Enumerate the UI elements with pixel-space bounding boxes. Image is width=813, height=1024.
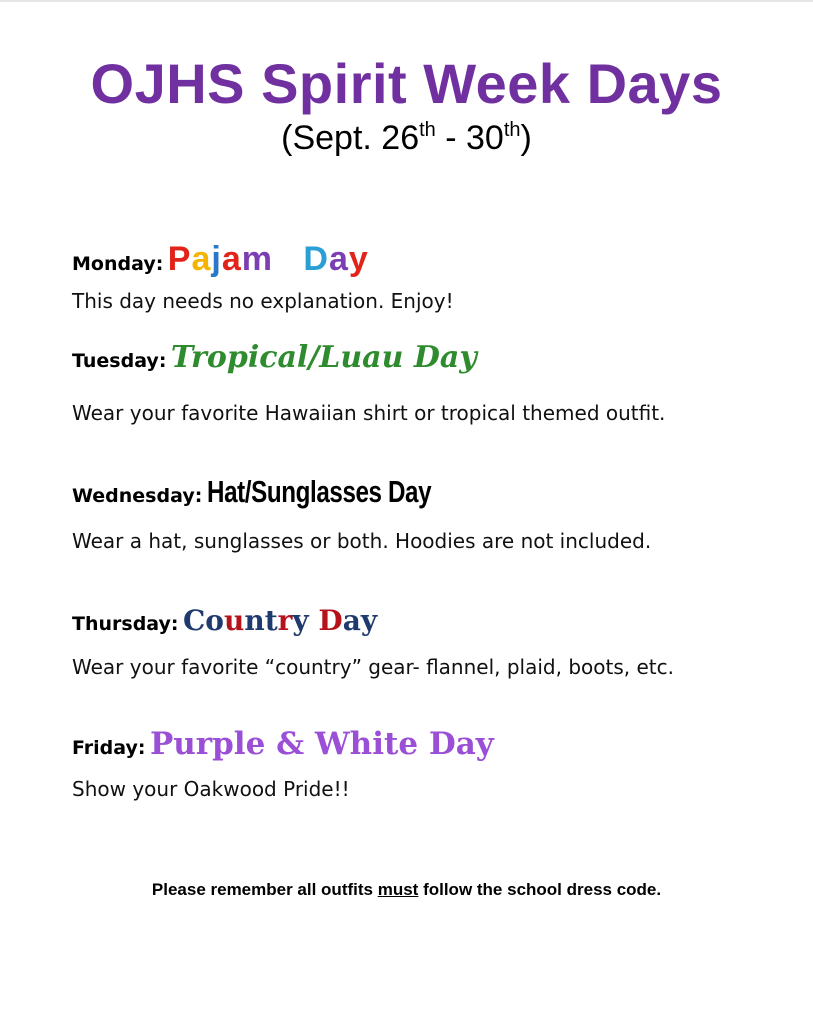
day-heading-friday [72, 726, 494, 762]
date-range-end: - 30 [435, 119, 504, 157]
day-description-monday: This day needs no explanation. Enjoy! [72, 289, 454, 313]
day-label-friday: Friday: [72, 737, 146, 759]
day-label-monday: Monday: [72, 253, 164, 275]
theme-purple-white-day: Purple & White Day [149, 726, 494, 762]
day-label-wednesday: Wednesday: [72, 485, 203, 507]
date-range-end-suffix: th [503, 119, 521, 141]
theme-country-day: Country Day [182, 604, 378, 637]
theme-pajama-day: Pajama Day [167, 240, 369, 278]
day-description-friday: Show your Oakwood Pride!! [72, 777, 350, 801]
dress-code-emphasis: must [377, 880, 419, 899]
day-description-thursday: Wear your favorite “country” gear- flannel, plaid, boots, etc. [72, 655, 674, 679]
day-label-tuesday: Tuesday: [72, 350, 167, 372]
day-description-wednesday: Wear a hat, sunglasses or both. Hoodies are not included. [72, 529, 652, 553]
day-description-tuesday: Wear your favorite Hawaiian shirt or tropical themed outfit. [72, 401, 666, 425]
page-top-border [0, 0, 813, 2]
dress-code-reminder: Please remember all outfits must follow the school dress code. [151, 880, 662, 899]
day-heading-wednesday [72, 474, 494, 510]
date-range [0, 118, 813, 159]
page-title: OJHS Spirit Week Days [90, 52, 723, 115]
theme-hat-sunglasses-day: Hat/Sunglasses Day [206, 474, 431, 509]
day-heading-thursday [72, 604, 377, 637]
theme-tropical-luau-day: Tropical/Luau Day [170, 340, 477, 375]
day-heading-monday [72, 240, 369, 279]
date-range-start-suffix: th [419, 119, 436, 141]
day-heading-tuesday [72, 340, 477, 375]
day-label-thursday: Thursday: [72, 613, 179, 635]
date-range-close: ) [520, 119, 532, 157]
date-range-start: (Sept. 26 [281, 119, 420, 157]
